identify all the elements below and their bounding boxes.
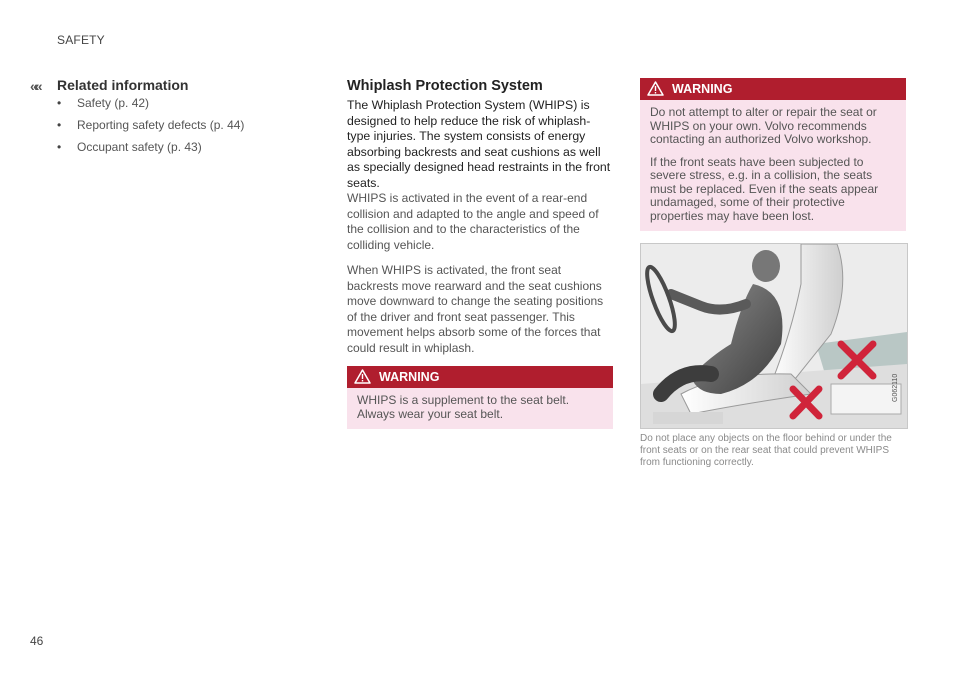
section-title: Whiplash Protection System <box>347 78 543 94</box>
whips-illustration <box>640 243 908 429</box>
warning-header <box>347 366 613 388</box>
warning-label: WARNING <box>379 370 440 384</box>
warning-box-repair <box>640 78 906 231</box>
warning-text: Do not attempt to alter or repair the seat or WHIPS on your own. Volvo recommends contacting an authorized Volvo workshop. <box>650 105 877 146</box>
warning-text: WHIPS is a supplement to the seat belt. Always wear your seat belt. <box>357 393 570 421</box>
warning-label: WARNING <box>672 82 733 96</box>
warning-header <box>640 78 906 100</box>
related-links-list <box>57 96 244 162</box>
whips-section <box>347 77 613 366</box>
related-information-title: Related information <box>57 77 189 93</box>
figure-caption: Do not place any objects on the floor behind or under the front seats or on the rear seat that could prevent WHIPS from functioning correctly. <box>640 433 892 468</box>
warning-body <box>347 388 613 429</box>
section-header: SAFETY <box>57 33 105 47</box>
related-link-label[interactable]: Occupant safety (p. 43) <box>77 140 202 154</box>
intro-paragraph: The Whiplash Protection System (WHIPS) is designed to help reduce the risk of whiplash-type injuries. The system consists of energy absorbing backrests and seat cushions as well as specially designed head restraints in the front seats. <box>347 98 611 190</box>
body-paragraph: WHIPS is activated in the event of a rear-end collision and adapted to the angle and speed of the collision and to the characteristics of the colliding vehicle. <box>347 191 599 252</box>
related-link-label[interactable]: Reporting safety defects (p. 44) <box>77 118 245 132</box>
body-paragraph: When WHIPS is activated, the front seat backrests move rearward and the seat cushions move downward to change the seating positions of the driver and front seat passenger. This movement helps absorb some of the forces that could result in whiplash. <box>347 263 604 355</box>
related-link-item[interactable] <box>57 140 244 162</box>
figure-code: G062110 <box>892 373 899 402</box>
seat-illustration-graphic <box>641 244 907 428</box>
bullet-icon: • <box>57 96 62 110</box>
back-chevron-icon[interactable]: «« <box>30 78 40 94</box>
warning-box-seatbelt <box>347 366 613 429</box>
warning-body <box>640 100 906 231</box>
related-link-label[interactable]: Safety (p. 42) <box>77 96 150 110</box>
related-link-item[interactable] <box>57 96 244 118</box>
warning-triangle-icon <box>354 369 371 384</box>
page-number: 46 <box>30 634 44 648</box>
warning-triangle-icon <box>647 81 664 96</box>
related-link-item[interactable] <box>57 118 244 140</box>
bullet-icon: • <box>57 118 62 132</box>
bullet-icon: • <box>57 140 62 154</box>
warning-text: If the front seats have been subjected to severe stress, e.g. in a collision, the seats must be replaced. Even if the seats appear undamaged, some of their protective properties may have been lost. <box>650 154 879 223</box>
